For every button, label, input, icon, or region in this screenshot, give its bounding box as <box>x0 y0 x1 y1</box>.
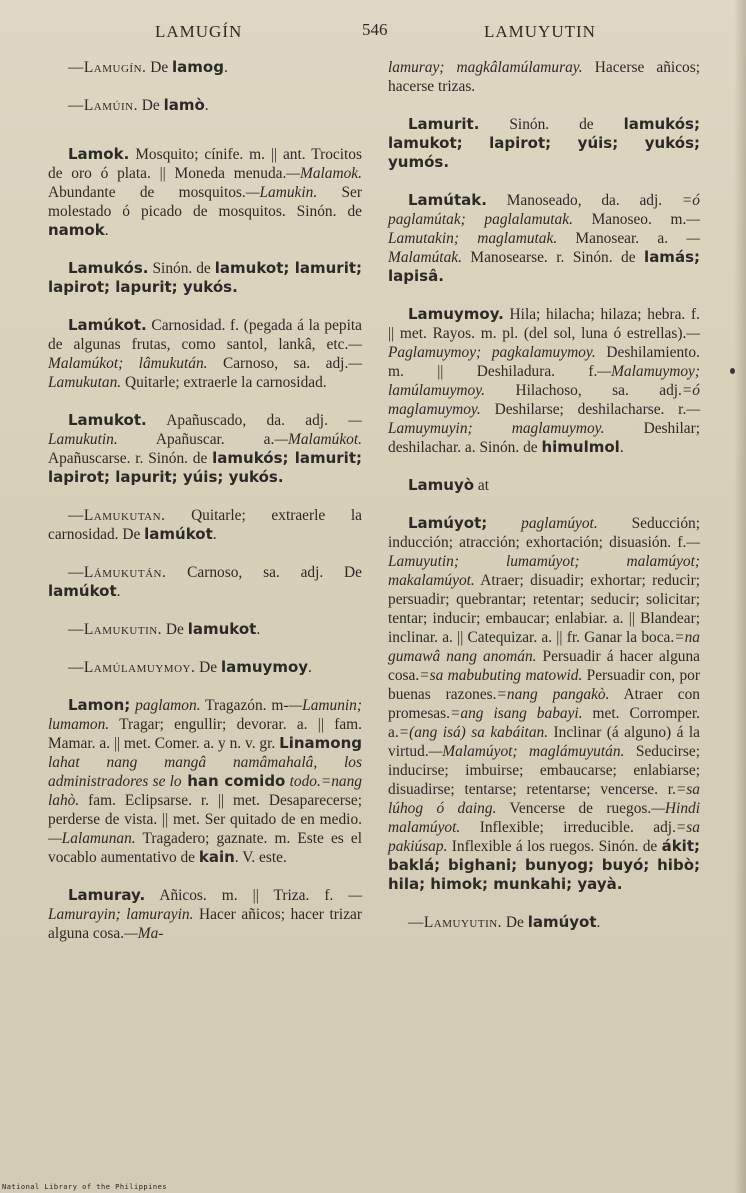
entry-lamukutin: —Lamukutin. De lamukot. <box>68 620 261 638</box>
entry-lamuymoy: Lamuymoy. Hila; hilacha; hilaza; hebra. f. || met. Rayos. m. pl. (del sol, luna ó estrellas).—Paglamuymoy; pagkalamuymoy. Deshilamiento. m. || Deshiladura. f.—Malamuymoy; lamúlamuymoy. Hilachoso, sa. adj.=ó maglamuymoy. Deshilarse; deshilacharse. r.—Lamuymuyin; maglamuymoy. Deshilar; deshilachar. a. Sinón. de himulmol. <box>388 305 700 456</box>
library-credit: National Library of the Philippines <box>2 1183 168 1191</box>
entry-lamukutan: —Lamukutan. Quitarle; extraerle la carnosidad. De lamúkot. <box>48 507 362 543</box>
page-number: 546 <box>362 20 388 39</box>
entry-lamuyot: Lamúyot; paglamúyot. Seducción; inducción; atracción; exhortación; disuasión. f.—Lamuyutin; lumamúyot; malamúyot; makalamúyot. Atraer; disuadir; exhortar; reducir; persuadir; quebrantar; retentar; seducir; solicitar; tentar; inducir; embaucar; enlabiar. a. || Blandear; inclinar. a. || Catequizar. a. || fr. Ganar la boca.=na gumawâ nang anomán. Persuadir á hacer alguna cosa.=sa mabubuting matowid. Persuadir con, por buenas razones.=nang pangakò. Atraer con promesas.=ang isang babayi. met. Corromper. a.=(ang isá) sa kabáitan. Inclinar (á alguno) á la virtud.—Malamúyot; maglámuyután. Seducirse; inducirse; imbuirse; embaucarse; enlabiarse; disuadirse; tentarse; retentarse; vencerse. r.=sa lúhog ó daing. Vencerse de ruegos.—Hindi malamúyot. Inflexible; irreducible. adj.=sa pakiúsap. Inflexible á los ruegos. Sinón. de ákit; baklá; bighani; bunyog; buyó; hibò; hila; himok; munkahi; yayà. <box>388 514 700 893</box>
entry-lamok: Lamok. Mosquito; cínife. m. || ant. Trocitos de oro ó plata. || Moneda menuda.—Malamok. Abundante de mosquitos.—Lamukin. Ser molestado ó picado de mosquitos. Sinón. de namok. <box>48 145 362 239</box>
page-edge-shadow <box>734 0 746 1193</box>
left-column <box>48 58 362 962</box>
entry-lamuyo: Lamuyò at <box>408 476 490 494</box>
entry-lamuin: —Lamúin. De lamò. <box>68 96 209 114</box>
right-column <box>388 58 700 951</box>
entry-lamon: Lamon; paglamon. Tragazón. m-—Lamunin; lumamon. Tragar; engullir; devorar. a. || fam. Mamar. a. || met. Comer. a. y n. v. gr. Linamong lahat nang mangâ namâmahalâ, los administradores se lo han comido todo.=nang lahò. fam. Eclipsarse. r. || met. Desaparecerse; perderse de vista. || met. Ser quitado de en medio.—Lalamunan. Tragadero; gaznate. m. Este es el vocablo aumentativo de kain. V. este. <box>48 696 362 866</box>
entry-lamukot-apanuscado: Lamukot. Apañuscado, da. adj. —Lamukutin. Apañuscar. a.—Malamúkot. Apañuscarse. r. Sinón. de lamukós; lamurit; lapirot; lapurit; yúis; yukós. <box>48 411 362 486</box>
entry-lamukutan-adj: —Lámukután. Carnoso, sa. adj. De lamúkot. <box>48 564 362 600</box>
entry-lamulamuymoy: —Lamúlamuymoy. De lamuymoy. <box>68 658 312 676</box>
entry-lamurit: Lamurit. Sinón. de lamukós; lamukot; lapirot; yúis; yukós; yumós. <box>388 115 700 171</box>
entry-lamukos: Lamukós. Sinón. de lamukot; lamurit; lapirot; lapurit; yukós. <box>48 259 363 296</box>
entry-lamuyutin: —Lamuyutin. De lamúyot. <box>408 913 601 931</box>
entry-lamuray: Lamuray. Añicos. m. || Triza. f. —Lamurayin; lamurayin. Hacer añicos; hacer trizar alguna cosa.—Ma- <box>48 886 362 942</box>
entry-lamukot-carnosidad: Lamúkot. Carnosidad. f. (pegada á la pepita de algunas frutas, como santol, lankâ, etc.—Malamúkot; lâmukután. Carnoso, sa. adj.—Lamukutan. Quitarle; extraerle la carnosidad. <box>48 316 362 391</box>
entry-lamutak: Lamútak. Manoseado, da. adj. =ó paglamútak; paglalamutak. Manoseo. m.—Lamutakin; maglamutak. Manosear. a. — Malamútak. Manosearse. r. Sinón. de lamás; lapisâ. <box>388 191 701 285</box>
header-left-guideword: LAMUGÍN <box>155 22 243 41</box>
entry-lamugin: —Lamugín. De lamog. <box>68 58 228 76</box>
header-right-guideword: LAMUYUTIN <box>484 22 596 41</box>
entry-lamuray-continued: lamuray; magkâlamúlamuray. Hacerse añicos; hacerse trizas. <box>388 59 700 95</box>
page-header <box>0 14 746 44</box>
